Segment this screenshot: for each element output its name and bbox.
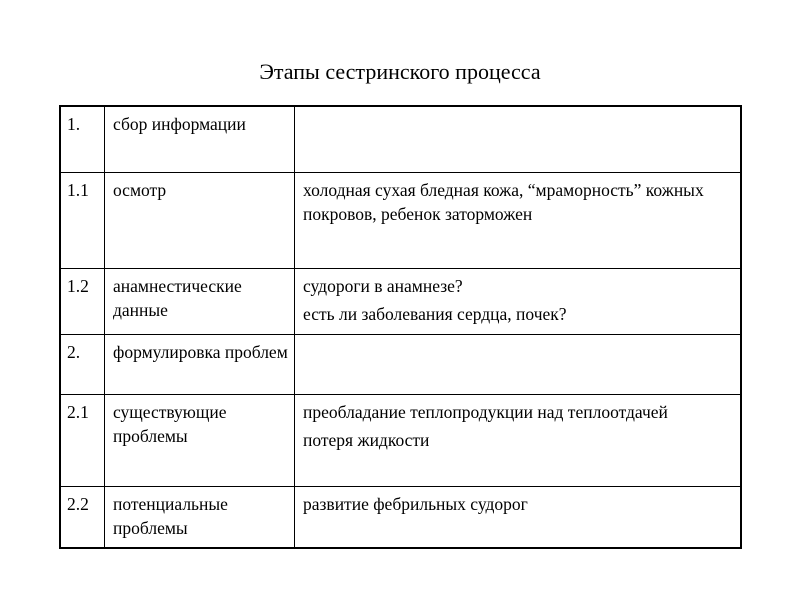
stage-details <box>295 394 742 486</box>
stage-name: сбор информации <box>105 106 295 172</box>
row-number: 2. <box>60 334 105 394</box>
row-number: 2.1 <box>60 394 105 486</box>
stage-details <box>295 486 742 548</box>
stage-name: потенциальные проблемы <box>105 486 295 548</box>
table-row <box>60 486 741 548</box>
table-row <box>60 394 741 486</box>
table-row <box>60 334 741 394</box>
row-number: 1.2 <box>60 268 105 334</box>
detail-text: потеря жидкости <box>303 429 430 450</box>
detail-text: есть ли заболевания сердца, почек? <box>303 303 567 324</box>
table-row <box>60 268 741 334</box>
row-number: 2.2 <box>60 486 105 548</box>
nursing-process-table <box>59 105 742 549</box>
detail-text: развитие фебрильных судорог <box>303 493 528 514</box>
stage-details <box>295 106 742 172</box>
stage-details <box>295 172 742 268</box>
stage-name: осмотр <box>105 172 295 268</box>
detail-text: преобладание теплопродукции над теплоотдачей <box>303 401 668 422</box>
stage-name: существующие проблемы <box>105 394 295 486</box>
stage-name: анамнестические данные <box>105 268 295 334</box>
row-number: 1.1 <box>60 172 105 268</box>
page-title: Этапы сестринского процесса <box>259 59 541 84</box>
stage-name: формулировка проблем <box>105 334 295 394</box>
table-row <box>60 106 741 172</box>
row-number: 1. <box>60 106 105 172</box>
detail-text: холодная сухая бледная кожа, “мраморность” кожных покровов, ребенок заторможен <box>303 179 704 224</box>
stage-details <box>295 268 742 334</box>
table-row <box>60 172 741 268</box>
detail-text: судороги в анамнезе? <box>303 275 463 296</box>
stage-details <box>295 334 742 394</box>
